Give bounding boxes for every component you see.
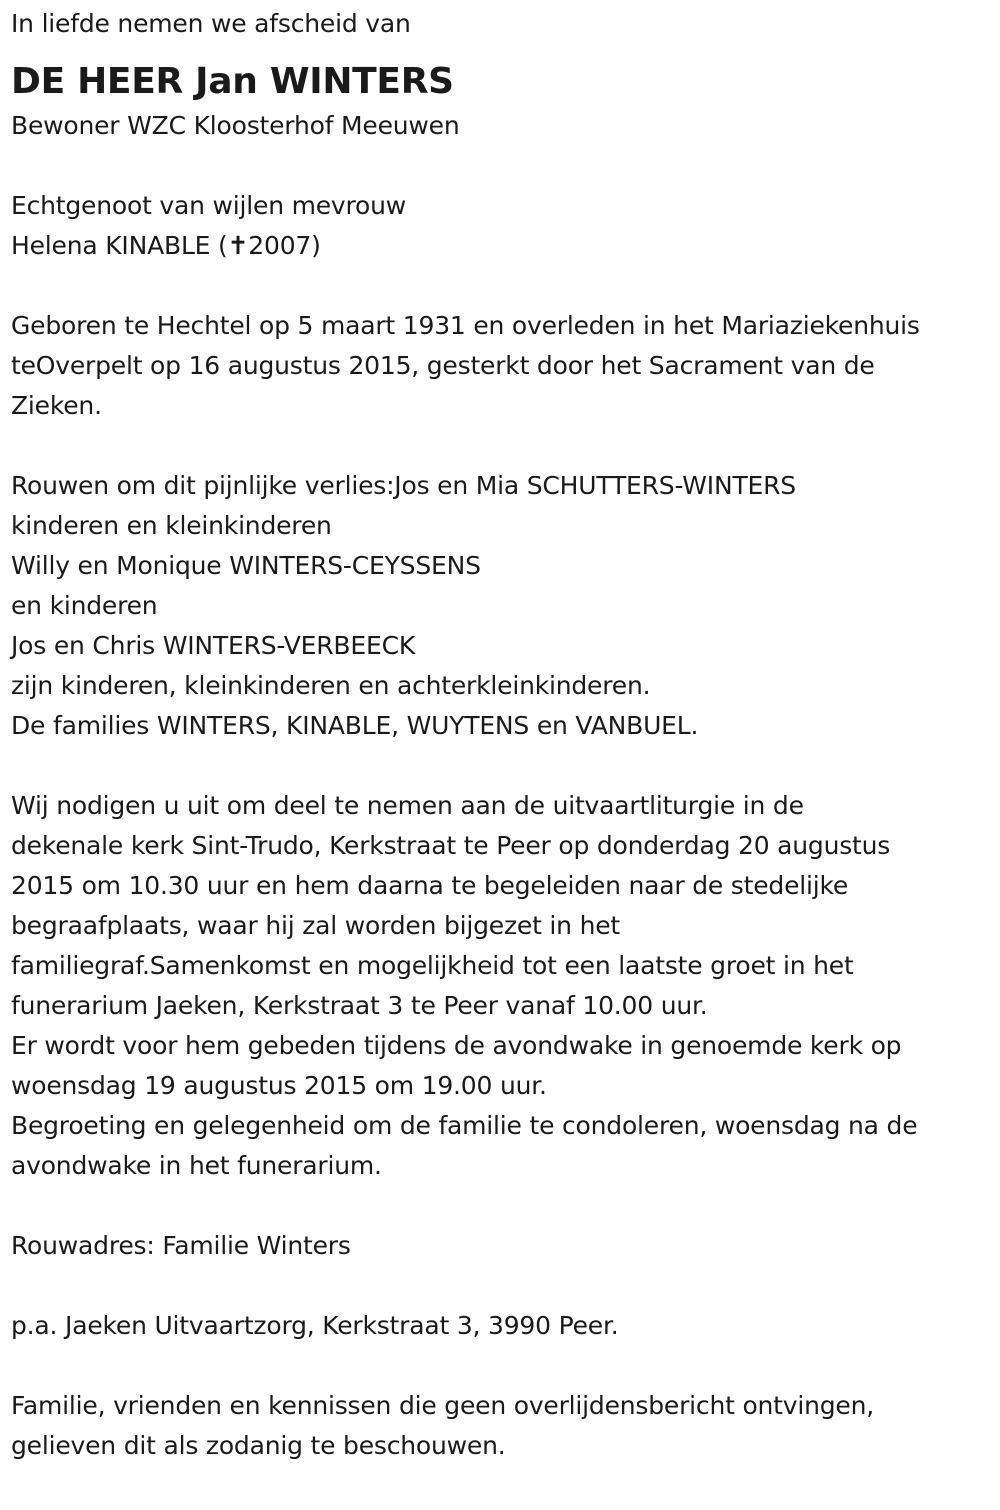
- mourning-address: Rouwadres: Familie Winters: [11, 1231, 351, 1260]
- spacer: [11, 266, 991, 306]
- mourners-line: en kinderen: [11, 591, 158, 620]
- mourners-line: De families WINTERS, KINABLE, WUYTENS en VANBUEL.: [11, 711, 699, 740]
- spacer: [11, 746, 991, 786]
- spacer: [11, 1346, 991, 1386]
- funeral-block: [11, 786, 991, 1186]
- mourners-line: Willy en Monique WINTERS-CEYSSENS: [11, 551, 481, 580]
- funeral-line: avondwake in het funerarium.: [11, 1151, 382, 1180]
- intro-text: In liefde nemen we afscheid van: [11, 9, 411, 38]
- closing-line: gelieven dit als zodanig te beschouwen.: [11, 1431, 506, 1460]
- funeral-line: woensdag 19 augustus 2015 om 19.00 uur.: [11, 1071, 547, 1100]
- funeral-line: Er wordt voor hem gebeden tijdens de avondwake in genoemde kerk op: [11, 1031, 902, 1060]
- closing-line: Familie, vrienden en kennissen die geen overlijdensbericht ontvingen,: [11, 1391, 875, 1420]
- mourners-block: [11, 466, 991, 746]
- birth-death-line: Geboren te Hechtel op 5 maart 1931 en overleden in het Mariaziekenhuis: [11, 311, 920, 340]
- spouse-block: [11, 186, 991, 266]
- spouse-line: Echtgenoot van wijlen mevrouw: [11, 191, 407, 220]
- funeral-line: Wij nodigen u uit om deel te nemen aan de uitvaartliturgie in de: [11, 791, 804, 820]
- obituary-notice: [11, 4, 991, 1466]
- funeral-line: familiegraf.Samenkomst en mogelijkheid tot een laatste groet in het: [11, 951, 854, 980]
- mourners-line: kinderen en kleinkinderen: [11, 511, 332, 540]
- funeral-line: Begroeting en gelegenheid om de familie te condoleren, woensdag na de: [11, 1111, 918, 1140]
- funeral-line: 2015 om 10.30 uur en hem daarna te begeleiden naar de stedelijke: [11, 871, 849, 900]
- funeral-line: begraafplaats, waar hij zal worden bijgezet in het: [11, 911, 620, 940]
- spacer: [11, 426, 991, 466]
- spacer: [11, 1266, 991, 1306]
- spacer: [11, 146, 991, 186]
- mourners-line: Jos en Chris WINTERS-VERBEECK: [11, 631, 416, 660]
- birth-death-block: [11, 306, 991, 426]
- funeral-line: dekenale kerk Sint-Trudo, Kerkstraat te Peer op donderdag 20 augustus: [11, 831, 891, 860]
- birth-death-line: teOverpelt op 16 augustus 2015, gesterkt door het Sacrament van de: [11, 351, 875, 380]
- deceased-name: DE HEER Jan WINTERS: [11, 61, 454, 102]
- funeral-line: funerarium Jaeken, Kerkstraat 3 te Peer vanaf 10.00 uur.: [11, 991, 708, 1020]
- closing-block: [11, 1386, 991, 1466]
- care-of-address: p.a. Jaeken Uitvaartzorg, Kerkstraat 3, 3990 Peer.: [11, 1311, 619, 1340]
- mourners-line: zijn kinderen, kleinkinderen en achterkleinkinderen.: [11, 671, 651, 700]
- spacer: [11, 1186, 991, 1226]
- mourners-line: Rouwen om dit pijnlijke verlies:Jos en Mia SCHUTTERS-WINTERS: [11, 471, 796, 500]
- birth-death-line: Zieken.: [11, 391, 102, 420]
- spouse-line: Helena KINABLE (✝2007): [11, 231, 321, 260]
- residence-text: Bewoner WZC Kloosterhof Meeuwen: [11, 111, 460, 140]
